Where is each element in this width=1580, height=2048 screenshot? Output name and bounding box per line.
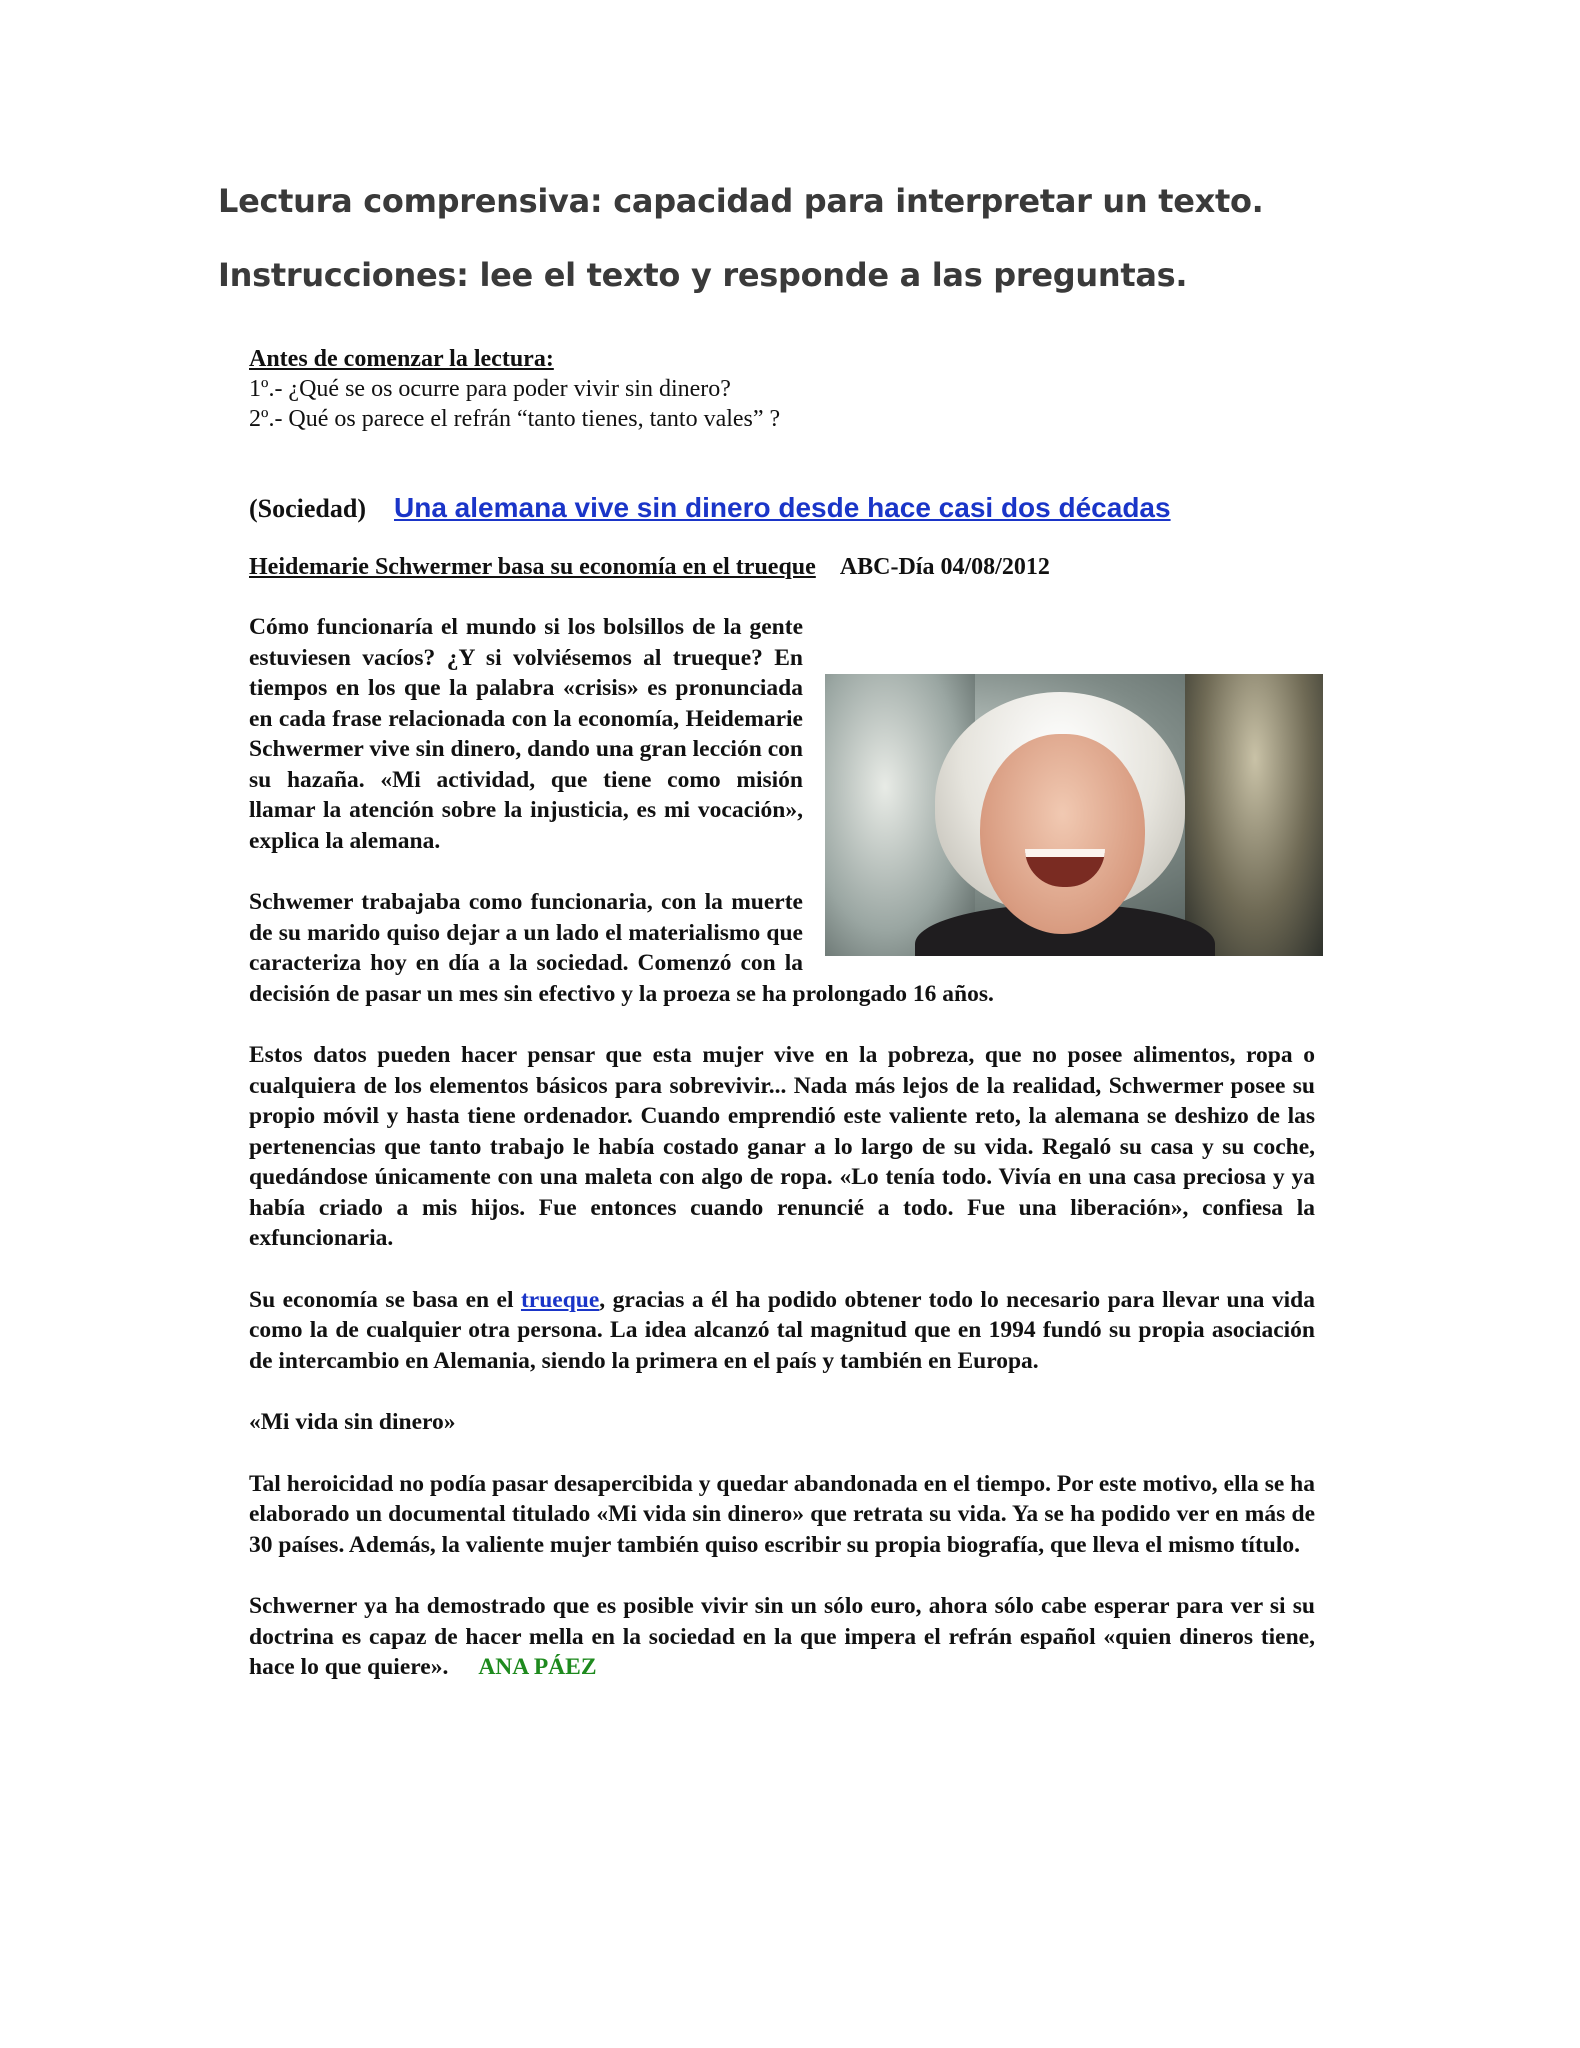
paragraph-4 [249, 1285, 1315, 1377]
pre-reading-question-1: 1º.- ¿Qué se os ocurre para poder vivir sin dinero? [249, 376, 731, 402]
article-subtitle: Heidemarie Schwermer basa su economía en el trueque [249, 554, 816, 580]
portrait-photo [825, 674, 1323, 956]
heading-reading-comprehension: Lectura comprensiva: capacidad para interpretar un texto. [218, 182, 1264, 220]
paragraph-3: Estos datos pueden hacer pensar que esta mujer vive en la pobreza, que no posee alimentos, ropa o cualquiera de los elementos básicos para sobrevivir... Nada más lejos de la realidad, Schwermer posee su propio móvil y hasta tiene ordenador. Cuando emprendió este valiente reto, la alemana se deshizo de las pertenencias que tanto trabajo le había costado ganar a lo largo de su vida. Regaló su casa y su coche, quedándose únicamente con una maleta con algo de ropa. «Lo tenía todo. Vivía en una casa preciosa y ya había criado a mis hijos. Fue entonces cuando renuncié a todo. Fue una liberación», confiesa la exfuncionaria. [249, 1042, 1315, 1251]
paragraph-1-text: Cómo funcionaría el mundo si los bolsillos de la gente estuviesen vacíos? ¿Y si volviésemos al trueque? En tiempos en los que la palabra «crisis» es pronunciada en cada frase relacionada con la economía, Heidemarie Schwermer vive sin dinero, dando una gran lección con su hazaña. «Mi actividad, que tiene como misión llamar la atención sobre la injusticia, es mi vocación», explica la alemana. [249, 614, 803, 854]
pre-reading-question-2: 2º.- Qué os parece el refrán “tanto tienes, tanto vales” ? [249, 406, 781, 432]
paragraph-5: Tal heroicidad no podía pasar desapercibida y quedar abandonada en el tiempo. Por este motivo, ella se ha elaborado un documental titulado «Mi vida sin dinero» que retrata su vida. Ya se ha podido ver en más de 30 países. Además, la valiente mujer también quiso escribir su propia biografía, que lleva el mismo título. [249, 1470, 1315, 1558]
heading-instructions: Instrucciones: lee el texto y responde a las preguntas. [218, 256, 1188, 294]
paragraph-4-start: Su economía se basa en el [249, 1286, 521, 1313]
paragraph-6-text: Schwerner ya ha demostrado que es posible vivir sin un sólo euro, ahora sólo cabe esperar para ver si su doctrina es capaz de hacer mella en la sociedad en la que impera el refrán español «quien dineros tiene, hace lo que quiere». [249, 1593, 1315, 1680]
paragraph-4-end: , gracias a él ha podido obtener todo lo necesario para llevar una vida como la de cualquier otra persona. La idea alcanzó tal magnitud que en 1994 fundó su propia asociación de intercambio en Alemania, siendo la primera en el país y también en Europa. [249, 1286, 1315, 1374]
pre-reading-title: Antes de comenzar la lectura: [249, 346, 554, 372]
article-headline-link[interactable]: Una alemana vive sin dinero desde hace casi dos décadas [394, 492, 1171, 523]
article-body [249, 612, 1315, 1714]
pre-reading-block [249, 344, 780, 434]
paragraph-1 [249, 612, 1315, 856]
paragraph-2: Schwemer trabajaba como funcionaria, con la muerte de su marido quiso dejar a un lado el materialismo que caracteriza hoy en día a la sociedad. Comenzó con la decisión de pasar un mes sin efectivo y la proeza se ha prolongado 16 años. [249, 889, 994, 1007]
article-source: ABC-Día 04/08/2012 [839, 554, 1050, 580]
subheading-mi-vida: «Mi vida sin dinero» [249, 1409, 456, 1435]
section-label: (Sociedad) [249, 494, 366, 523]
article-header [249, 492, 1171, 524]
article-byline [249, 554, 1050, 581]
paragraph-6 [249, 1591, 1315, 1683]
trueque-link[interactable]: trueque [520, 1286, 600, 1313]
author-name: ANA PÁEZ [478, 1654, 597, 1680]
